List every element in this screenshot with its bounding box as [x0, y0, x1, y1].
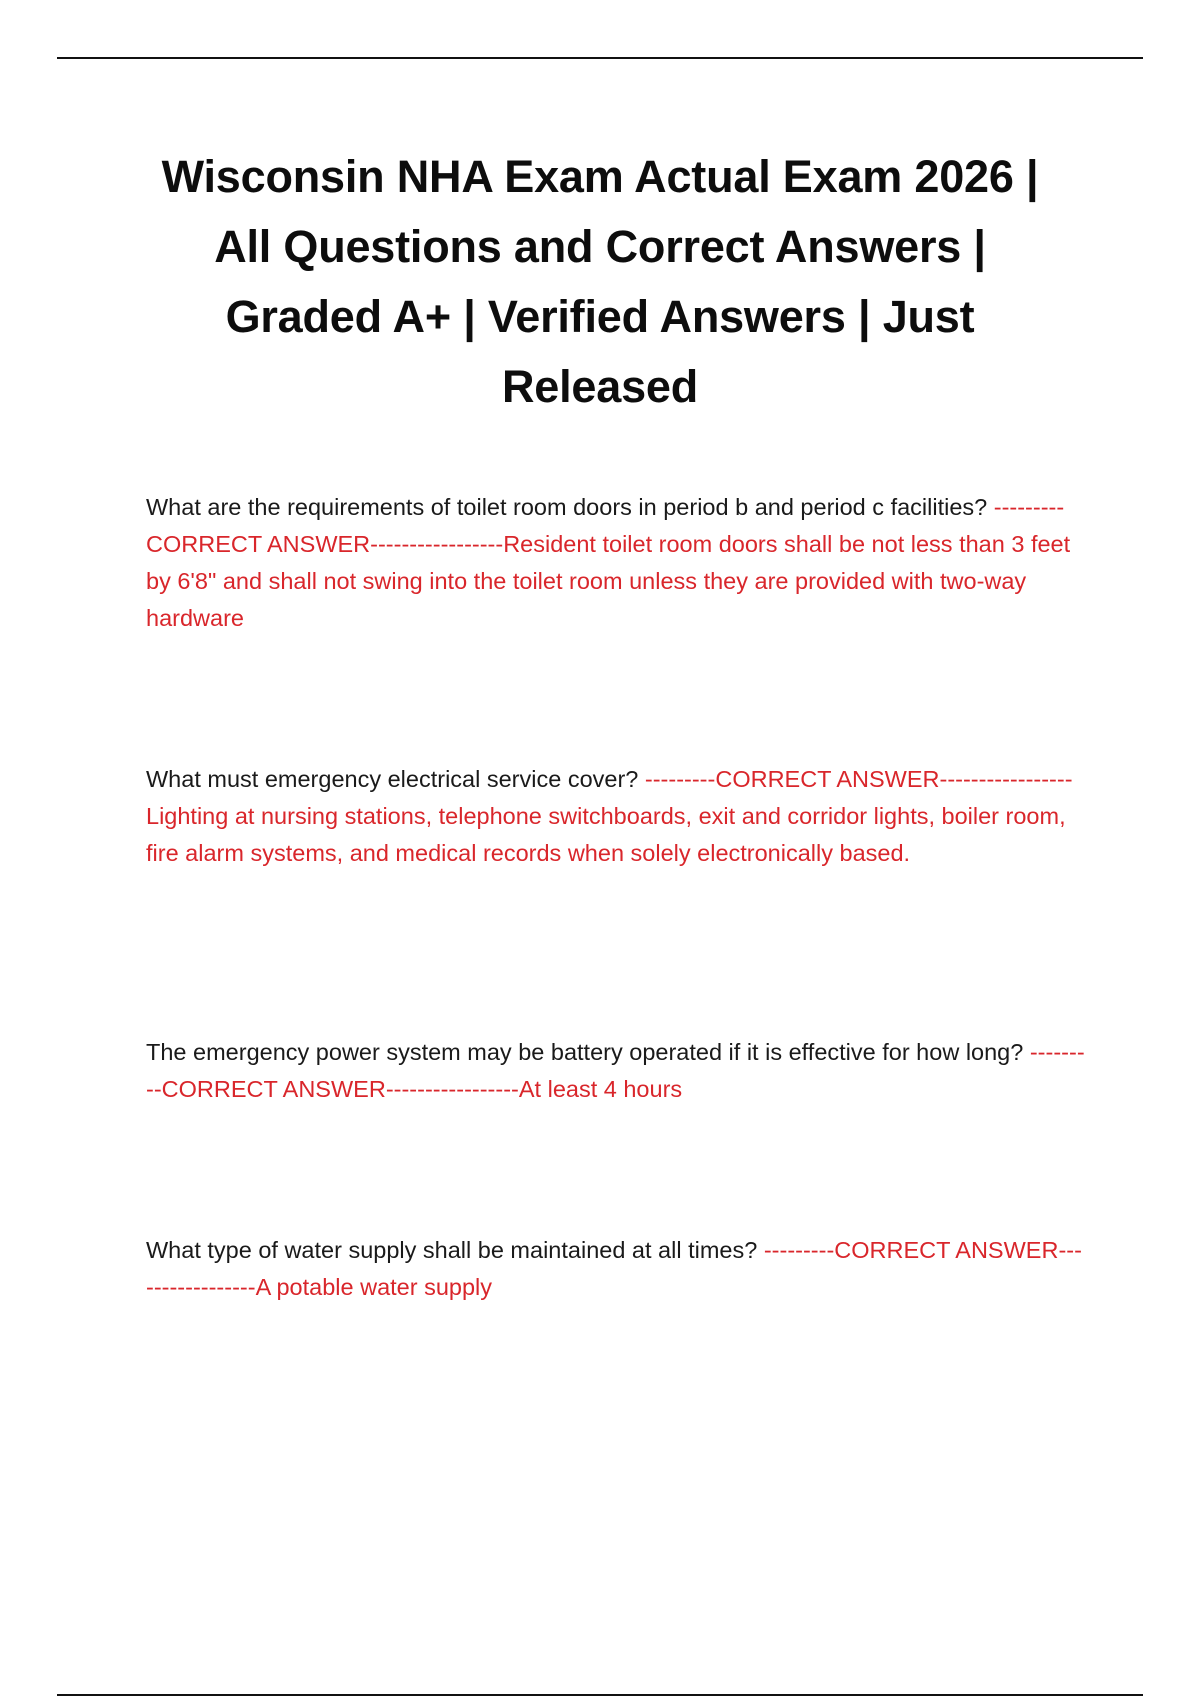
answer-text: Resident toilet room doors shall be not less than 3 feet by 6'8" and shall not swing into the toilet room unless they are provided with two-way hardware	[146, 531, 1071, 631]
correct-answer-label: CORRECT ANSWER	[161, 1076, 386, 1102]
qa-item	[146, 761, 1086, 872]
qa-item	[146, 1034, 1086, 1108]
top-divider	[57, 57, 1143, 59]
question-text: What are the requirements of toilet room doors in period b and period c facilities?	[146, 494, 988, 520]
correct-answer-label: CORRECT ANSWER	[715, 766, 940, 792]
qa-item	[146, 489, 1086, 637]
correct-answer-label: CORRECT ANSWER	[146, 531, 371, 557]
answer-separator: ---------CORRECT ANSWER-----------------	[146, 1237, 1082, 1300]
answer-separator: ---------CORRECT ANSWER-----------------	[146, 494, 1065, 557]
question-text: What type of water supply shall be maintained at all times?	[146, 1237, 758, 1263]
bottom-divider	[57, 1694, 1143, 1696]
correct-answer-label: CORRECT ANSWER	[834, 1237, 1059, 1263]
answer-text: A potable water supply	[255, 1274, 493, 1300]
qa-item	[146, 1232, 1086, 1306]
document-title: Wisconsin NHA Exam Actual Exam 2026 | All Questions and Correct Answers | Graded A+ | Verified Answers | Just Released	[161, 151, 1039, 412]
question-text: The emergency power system may be battery operated if it is effective for how long?	[146, 1039, 1024, 1065]
answer-separator: ---------CORRECT ANSWER-----------------	[146, 1039, 1085, 1102]
answer-separator: ---------CORRECT ANSWER-----------------	[644, 766, 1073, 792]
question-text: What must emergency electrical service cover?	[146, 766, 639, 792]
answer-text: At least 4 hours	[518, 1076, 683, 1102]
answer-text: Lighting at nursing stations, telephone switchboards, exit and corridor lights, boiler room, fire alarm systems, and medical records when solely electronically based.	[146, 803, 1066, 866]
